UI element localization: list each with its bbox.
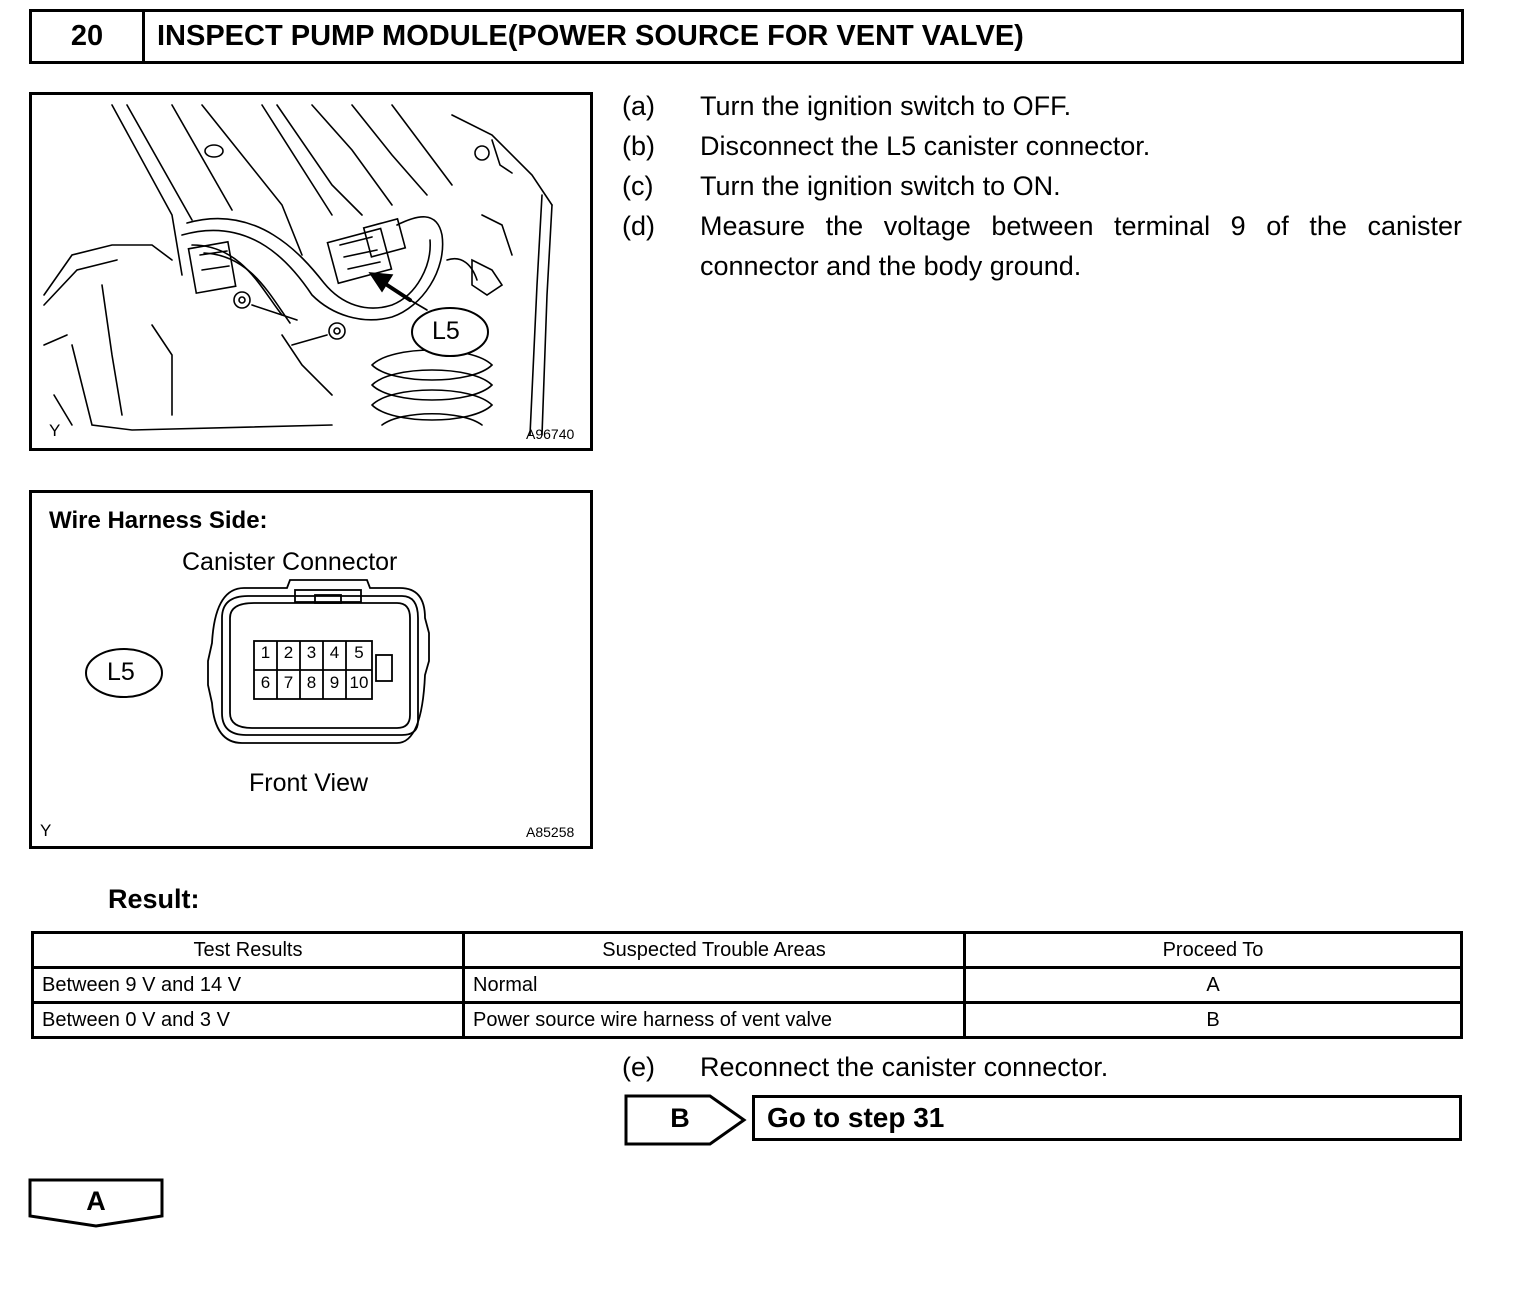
procedure-step (622, 206, 1462, 286)
table-cell: B (965, 1003, 1462, 1038)
step-text: Disconnect the L5 canister connector. (700, 131, 1151, 161)
procedure-step-e (622, 1047, 1462, 1087)
pin-label: 5 (354, 643, 364, 662)
step-label: (e) (622, 1052, 655, 1082)
table-row (33, 968, 1462, 1003)
table-header-row (33, 933, 1462, 968)
step-label: (b) (622, 131, 655, 161)
callout-label: L5 (432, 317, 460, 345)
pin-label: 2 (283, 643, 294, 662)
location-figure (29, 92, 593, 451)
step-label: (c) (622, 171, 654, 201)
connector-name: Canister Connector (182, 548, 398, 576)
branch-a-label[interactable]: A (86, 1186, 106, 1216)
step-text: Turn the ignition switch to ON. (700, 171, 1061, 201)
step-text: Measure the voltage between terminal 9 of the canister connector and the body ground. (700, 211, 1462, 281)
wire-harness-heading: Wire Harness Side: (49, 507, 268, 534)
table-cell: Normal (464, 968, 965, 1003)
pin-label: 6 (260, 673, 271, 692)
view-label: Front View (249, 769, 369, 797)
callout-label: L5 (107, 658, 135, 686)
connector-figure (29, 490, 593, 849)
pin-label: 8 (306, 673, 317, 692)
table-cell: Between 0 V and 3 V (33, 1003, 464, 1038)
branch-b-action[interactable]: Go to step 31 (752, 1095, 1462, 1141)
pin-label: 9 (329, 673, 340, 692)
figure-corner-mark: Y (49, 421, 61, 440)
pin-label: 1 (260, 643, 271, 662)
pin-label: 10 (349, 673, 369, 692)
pin-label: 7 (283, 673, 294, 692)
procedure-step (622, 166, 1462, 206)
figure-code: A85258 (526, 824, 575, 840)
procedure-steps (622, 86, 1462, 286)
step-header (29, 9, 1464, 64)
procedure-step (622, 86, 1462, 126)
engine-bay-illustration (32, 95, 590, 448)
step-text: Reconnect the canister connector. (700, 1052, 1109, 1082)
step-title: INSPECT PUMP MODULE(POWER SOURCE FOR VENT VALVE) (157, 20, 1024, 52)
table-row (33, 1003, 1462, 1038)
figure-code: A96740 (526, 426, 575, 442)
step-label: (a) (622, 91, 655, 121)
table-cell: Power source wire harness of vent valve (464, 1003, 965, 1038)
table-cell: Between 9 V and 14 V (33, 968, 464, 1003)
result-table (31, 931, 1463, 1039)
step-label: (d) (622, 211, 655, 241)
result-title: Result: (108, 884, 200, 914)
pin-label: 3 (306, 643, 317, 662)
figure-corner-mark: Y (40, 821, 52, 840)
pin-label: 4 (329, 643, 340, 662)
pin-row-top (254, 643, 372, 663)
column-header: Suspected Trouble Areas (464, 933, 965, 968)
table-cell: A (965, 968, 1462, 1003)
procedure-step (622, 126, 1462, 166)
branch-b-label: B (670, 1103, 690, 1133)
step-number: 20 (32, 12, 145, 61)
step-text: Turn the ignition switch to OFF. (700, 91, 1072, 121)
column-header: Proceed To (965, 933, 1462, 968)
column-header: Test Results (33, 933, 464, 968)
pin-row-bottom (254, 673, 372, 693)
